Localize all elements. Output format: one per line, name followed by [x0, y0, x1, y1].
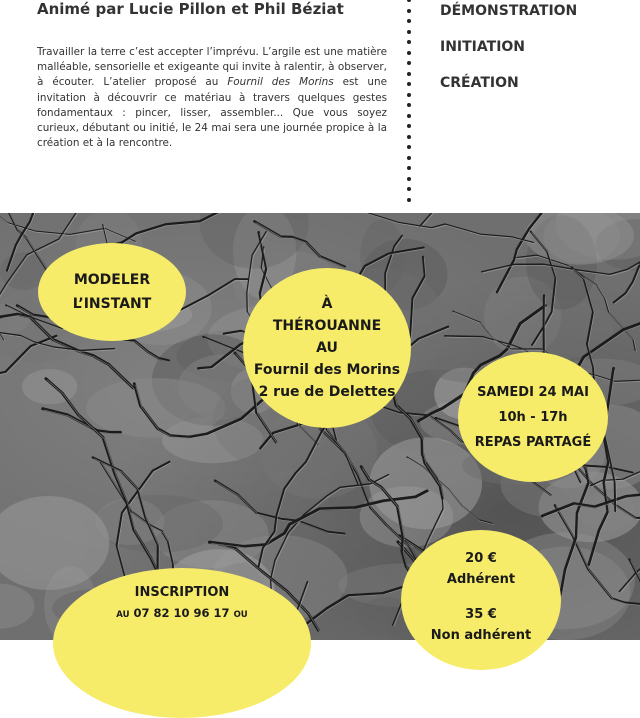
divider-dot: [407, 114, 411, 118]
divider-dot: [407, 72, 411, 76]
location-address: 2 rue de Delettes: [259, 381, 396, 403]
clay-patch: [22, 369, 77, 404]
description-place: Fournil des Morins: [227, 76, 333, 88]
event-title-line: L’INSTANT: [73, 292, 152, 316]
divider-dot: [407, 19, 411, 23]
divider-dot: [407, 93, 411, 97]
divider-dot: [407, 156, 411, 160]
divider-dot: [407, 82, 411, 86]
location-line: AU: [316, 337, 338, 359]
date-bubble: [458, 352, 608, 482]
description-text-1: Travailler la terre c’est accepter l’imprévu. L’argile est une matière malléable, sensorielle et exigeante qui invite à ralentir, à observer, à écouter. L’atelier proposé au: [37, 46, 387, 88]
divider-dot: [407, 40, 411, 44]
activity-item: CRÉATION: [440, 74, 577, 110]
event-title-bubble: [38, 243, 186, 341]
registration-phone-line: [116, 603, 247, 626]
registration-bubble: [53, 568, 311, 718]
page-title: Animé par Lucie Pillon et Phil Béziat: [37, 0, 344, 18]
location-town: THÉROUANNE: [273, 315, 381, 337]
registration-title: INSCRIPTION: [135, 582, 230, 603]
registration-prefix: AU: [116, 610, 129, 620]
crack-highlight: [331, 213, 535, 244]
crack-line: [0, 213, 37, 214]
crack-line: [329, 213, 533, 243]
location-bubble: [243, 268, 411, 428]
top-section: [0, 0, 640, 213]
divider-dot: [407, 61, 411, 65]
crack-highlight: [421, 213, 504, 228]
event-hours: 10h - 17h: [498, 405, 567, 430]
price-bubble: [401, 530, 561, 670]
divider-dot: [407, 198, 411, 202]
divider-dot: [407, 51, 411, 55]
divider-dot: [407, 166, 411, 170]
divider-dot: [407, 145, 411, 149]
description-paragraph: [37, 45, 387, 151]
activities-list: [440, 2, 577, 110]
divider-dot: [407, 30, 411, 34]
activity-item: DÉMONSTRATION: [440, 2, 577, 38]
divider-dot: [407, 9, 411, 13]
member-label: Adhérent: [447, 569, 515, 590]
location-venue: Fournil des Morins: [254, 359, 400, 381]
registration-suffix: OU: [234, 610, 248, 620]
activity-item: INITIATION: [440, 38, 577, 74]
nonmember-price: 35 €: [465, 604, 497, 625]
location-line: À: [322, 293, 333, 315]
divider-dot: [407, 187, 411, 191]
divider-dot: [407, 103, 411, 107]
divider-dot: [407, 0, 411, 2]
nonmember-label: Non adhérent: [431, 625, 531, 646]
description-text-2: est une invitation à découvrir ce matériau à travers quelques gestes fondamentaux : pincer, lisser, assembler... Que vous soyez curieux, débutant ou initié, le 24 mai sera une journée propice à la création et à la rencontre.: [37, 76, 387, 149]
event-meal: REPAS PARTAGÉ: [475, 430, 591, 455]
divider-dot: [407, 124, 411, 128]
clay-patch: [0, 584, 35, 629]
event-date: SAMEDI 24 MAI: [477, 380, 589, 405]
clay-patch: [0, 496, 109, 590]
divider-dot: [407, 177, 411, 181]
divider-dot: [407, 135, 411, 139]
dotted-divider: [406, 0, 412, 203]
event-title-line: MODELER: [74, 268, 150, 292]
member-price: 20 €: [465, 548, 497, 569]
registration-phone[interactable]: 07 82 10 96 17: [134, 606, 230, 620]
